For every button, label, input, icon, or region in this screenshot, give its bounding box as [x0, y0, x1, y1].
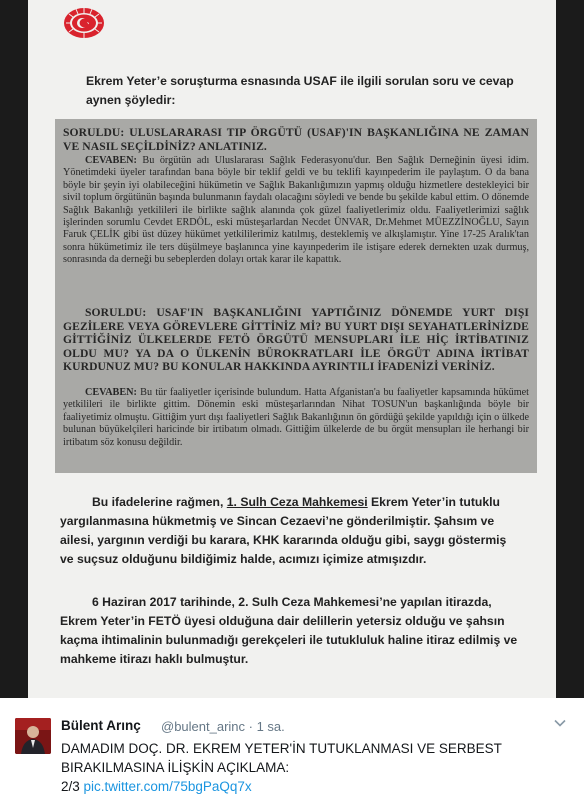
answer-1-label: CEVABEN: — [85, 155, 137, 166]
answer-1 — [63, 155, 529, 267]
tweet-count: 2/3 — [61, 779, 80, 794]
paragraph-2: 6 Haziran 2017 tarihinde, 2. Sulh Ceza Mahkemesi’ne yapılan itirazda, Ekrem Yeter’in FETÖ üyesi olduğuna dair delillerin yetersiz olduğu ve şahsın kaçma ihtimalinin bulunmadığı gerekçeleri ile tutukluluk haline itiraz edilmiş ve mahkeme itirazı haklı bulmuştur. — [60, 595, 518, 666]
answer-2-label: CEVABEN: — [85, 387, 137, 398]
user-handle-and-time[interactable]: @bulent_arinc · 1 sa. — [161, 719, 285, 734]
question-2: SORULDU: USAF'IN BAŞKANLIĞINI YAPTIĞINIZ DÖNEMDE YURT DIŞI GEZİLERE VEYA GÖREVLERE GİTTİNİZ Mİ? BU YURT DIŞI SEYAHATLERİNİZDE GİTTİĞİNİZ ÜLKELERDE FETÖ ÖRGÜTÜ MENSUPLARI İLE HİÇ İRTİBATINIZ OLDU MU? YA DA O ÜLKENİN BÜROKRATLARI İLE ÖRGÜT ADINA İRTİBAT KURDUNUZ MU? BU KONULAR HAKKINDA AYRINTILI İFADENİZİ VERİNİZ. — [63, 306, 529, 374]
court-name: 1. Sulh Ceza Mahkemesi — [226, 495, 368, 509]
tweet-text-line-3 — [61, 777, 571, 796]
answer-1-text: Bu örgütün adı Uluslararası Sağlık Federasyonu'dur. Ben Sağlık Derneğinin üyesi idim. Yönetimdeki üyeler tarafından bana böyle bir teklif geldi ve bu teklifi kayınpederim ile paylaştım. O da bana böyle bir şeyin iyi olabileceğini hükümetin ve Sağlık Bakanlığımızın yapmış olduğu hizmetlere destekleyici bir sivil toplum örgütünün başında bulunmanın faydalı olacağını söyledi ve bende bu şekilde kabul ettim. O dönemde Sağlık Bakanlığı yetkilileri ile birlikte sağlık alanında çok güzel faaliyetlerimiz oldu. Faaliyetlerimizi sağlık işlerinden sorumlu Cevdet ERDÖL, eski müsteşarlardan Necdet ÜNVAR, Dr.Mehmet MÜEZZİNOĞLU, Sayın Faruk ÇELİK gibi üst düzey hükümet yetkililerimiz katılmış, desteklemiş ve alkışlamıştır. Yine 17-25 Aralık'tan sonra hükümetimiz ile ters düşülmeye başlanınca yine kayınpederim ile istişare ederek dernekten uzak durmuş, sonrasında da derneği bu sebeplerden dolayı ortak karar ile kapattık. — [63, 155, 530, 266]
user-name[interactable]: Bülent Arınç — [61, 718, 141, 733]
avatar[interactable] — [15, 718, 51, 754]
document-intro: Ekrem Yeter’e soruşturma esnasında USAF ile ilgili sorulan soru ve cevap aynen şöyledir: — [86, 74, 514, 107]
chevron-down-icon[interactable] — [553, 716, 567, 730]
answer-2-text: Bu tür faaliyetler içerisinde bulundum. Hatta Afganistan'a bu faaliyetler kapsamında hükümet yetkilileri ile birlikte gittim. Dönemin eski müsteşarlarından Nihat TOSUN'un başkanlığında böyle bir faaliyetimiz olmuştu. Gittiğim yurt dışı faaliyetleri Sağlık Bakanlığının ön gördüğü şekilde yapıldığı için o ülkede bulunan büyükelçileri haricinde bir irtibatım olmadı. Gittiğim ülkelerde de bu örgüt mensupları ile herhangi bir irtibatım söz konusu değildir. — [63, 387, 529, 448]
answer-2 — [63, 387, 529, 449]
paragraph-1-start: Bu ifadelerine rağmen, — [92, 495, 227, 509]
tweet-text-line-2: BIRAKILMASINA İLİŞKİN AÇIKLAMA: — [61, 760, 290, 775]
testimony-excerpt — [55, 119, 537, 473]
tweet-text — [61, 739, 571, 796]
tweet-media-link[interactable]: pic.twitter.com/75bgPaQq7x — [83, 779, 252, 794]
tbmm-emblem-icon — [62, 6, 106, 40]
avatar-image — [15, 718, 51, 754]
tweet-text-line-1: DAMADIM DOÇ. DR. EKREM YETER'İN TUTUKLANMASI VE SERBEST — [61, 741, 502, 756]
paragraph-1-end: Ekrem Yeter’in tutuklu yargılanmasına hükmetmiş ve Sincan Cezaevi’ne gönderilmiştir. Şahsım ve ailesi, yargının verdiği bu karara, KHK kararında olduğu gibi, saygı göstermiş ve suçsuz olduğunu bildiğimiz halde, acımızı içimize atmışızdır. — [60, 495, 507, 566]
question-1: SORULDU: ULUSLARARASI TIP ÖRGÜTÜ (USAF)'IN BAŞKANLIĞINA NE ZAMAN VE NASIL SEÇİLDİNİZ? ANLATINIZ. — [63, 126, 529, 153]
paragraph-1 — [60, 493, 520, 569]
